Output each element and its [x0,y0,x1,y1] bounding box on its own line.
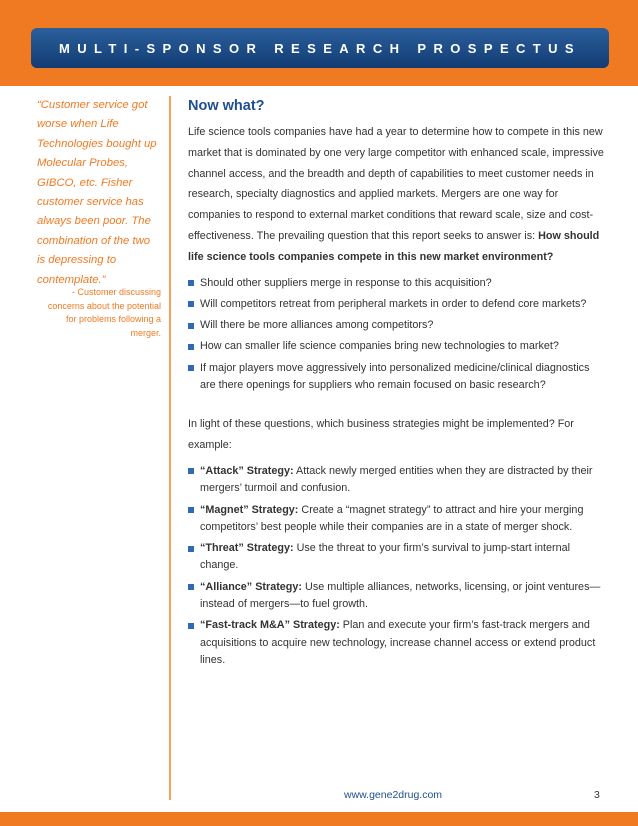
strategy-label: “Fast-track M&A” Strategy: [200,619,340,632]
column-divider [169,96,171,800]
list-item [188,617,606,669]
question-list [188,275,606,395]
list-item: Will competitors retreat from peripheral markets in order to defend core markets? [188,296,606,313]
intro-paragraph [188,122,606,268]
square-bullet-icon [188,280,194,286]
square-bullet-icon [188,323,194,329]
strategy-text: Create a “magnet strategy” to attract and hire your merging competitors’ best people while their companies are in a state of merger shock. [200,503,584,533]
key-question: How should life science tools companies compete in this new market environment? [188,229,600,263]
spacer [188,398,606,414]
strategy-text: Use the threat to your firm’s survival to jump-start internal change. [200,542,571,572]
list-item [188,540,606,575]
page-number: 3 [594,789,600,801]
strategy-text: Use multiple alliances, networks, licensing, or joint ventures—instead of mergers—to fuel growth. [200,580,601,611]
bottom-orange-band [0,812,638,826]
square-bullet-icon [188,365,194,371]
section-title: Now what? [188,98,265,114]
square-bullet-icon [188,507,194,513]
footer-link[interactable]: www.gene2drug.com [344,789,443,801]
sidebar-attribution: - Customer discussing concerns about the potential for problems following a merger. [47,287,161,338]
square-bullet-icon [188,301,194,307]
strategy-label: “Alliance” Strategy: [200,580,303,593]
strategy-label: “Magnet” Strategy: [200,503,299,516]
square-bullet-icon [188,468,194,474]
strategies-intro: In light of these questions, which business strategies might be implemented? For example: [188,418,574,452]
list-item [188,579,606,614]
strategy-list [188,463,606,669]
square-bullet-icon [188,546,194,552]
square-bullet-icon [188,344,194,350]
list-item [188,463,606,498]
list-item: How can smaller life science companies bring new technologies to market? [188,338,606,355]
strategy-text: Plan and execute your firm’s fast-track mergers and acquisitions to acquire new technology, increase channel access or extend product lines. [200,619,596,666]
strategy-text: Attack newly merged entities when they are distracted by their mergers’ turmoil and confusion. [200,464,593,495]
intro-text: Life science tools companies have had a year to determine how to compete in this new market that is dominated by one very large competitor with enhanced scale, impressive channel access, and the breadth and depth of capabilities to meet customer needs in research, specialty diagnostics and applied markets. Mergers are one way for companies to respond to external market conditions that reward scale, size and cost-effectiveness. The prevailing question that this report seeks to answer is: [188,126,604,242]
list-item: If major players move aggressively into personalized medicine/clinical diagnostics are there openings for suppliers who remain focused on basic research? [188,360,606,395]
list-item [188,502,606,537]
list-item: Should other suppliers merge in response to this acquisition? [188,275,606,292]
strategy-label: “Attack” Strategy: [200,464,294,477]
header-title: MULTI-SPONSOR RESEARCH PROSPECTUS [58,40,582,56]
main-content [188,98,606,673]
list-item: Will there be more alliances among competitors? [188,317,606,334]
square-bullet-icon [188,623,194,629]
sidebar-quote: “Customer service got worse when Life Technologies bought up Molecular Probes, GIBCO, etc. Fisher customer service has always been poor. The combination of the two is depressing to contemplate.” [37,99,157,286]
header-banner [31,28,609,68]
strategy-label: “Threat” Strategy: [200,542,294,555]
square-bullet-icon [188,584,194,590]
